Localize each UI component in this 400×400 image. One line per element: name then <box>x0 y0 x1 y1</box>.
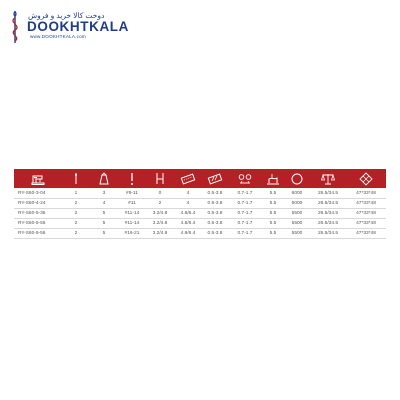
stitch-length-icon <box>180 172 196 186</box>
cell-speed: 6000 <box>284 188 310 199</box>
cell-overedge-width: 4 <box>174 199 202 209</box>
table-row <box>14 229 386 239</box>
cell-speed: 6000 <box>284 199 310 209</box>
spec-table <box>14 169 386 239</box>
cell-stitch-length: 0.5-3.8 <box>202 209 228 219</box>
header-cell-differential <box>228 169 262 188</box>
header-cell-overedge-width <box>174 169 202 188</box>
cell-weight: 26.5/34.5 <box>310 199 346 209</box>
cell-model: RY-S60-4-24 <box>14 199 62 209</box>
single-needle-icon <box>68 172 84 186</box>
brand-url[interactable]: www.DOOKHTKALA.com <box>30 34 86 39</box>
cell-weight: 26.5/34.5 <box>310 188 346 199</box>
header-cell-package <box>346 169 386 188</box>
cell-stitch-length: 0.5-3.8 <box>202 229 228 239</box>
cell-overedge-width: 4.8/6.4 <box>174 219 202 229</box>
cell-needle-distance: 3.2/4.8 <box>146 209 174 219</box>
double-needle-icon <box>152 172 168 186</box>
header-cell-needle-size <box>118 169 146 188</box>
cell-threads: 5 <box>90 219 118 229</box>
cell-foot-lift: 5.5 <box>262 229 284 239</box>
spec-table-header <box>14 169 386 188</box>
header-cell-needle-distance <box>146 169 174 188</box>
cell-threads: 4 <box>90 199 118 209</box>
cell-package: 47*33*48 <box>346 188 386 199</box>
sewing-machine-icon <box>30 172 46 186</box>
cell-stitch-length: 0.5-3.8 <box>202 188 228 199</box>
table-row <box>14 188 386 199</box>
cell-needles: 2 <box>62 219 90 229</box>
cell-needles: 1 <box>62 188 90 199</box>
cell-threads: 5 <box>90 229 118 239</box>
brand-name: DOOKHTKALA <box>27 19 129 34</box>
cell-weight: 26.5/34.5 <box>310 209 346 219</box>
table-row <box>14 219 386 229</box>
cell-differential: 0.7-1.7 <box>228 188 262 199</box>
table-row <box>14 199 386 209</box>
foot-lift-icon <box>265 172 281 186</box>
cell-needle-size: #11-14 <box>118 219 146 229</box>
header-cell-speed <box>284 169 310 188</box>
cell-stitch-length: 0.5-3.8 <box>202 199 228 209</box>
cell-package: 47*33*48 <box>346 209 386 219</box>
cell-needles: 2 <box>62 229 90 239</box>
header-cell-weight <box>310 169 346 188</box>
cell-package: 47*33*48 <box>346 229 386 239</box>
cell-model: RY-S60-3-04 <box>14 188 62 199</box>
header-cell-stitch-length <box>202 169 228 188</box>
cell-overedge-width: 4.8/6.4 <box>174 209 202 219</box>
cell-threads: 3 <box>90 188 118 199</box>
cell-needle-size: #9-11 <box>118 188 146 199</box>
cell-weight: 26.5/34.5 <box>310 219 346 229</box>
cell-threads: 5 <box>90 209 118 219</box>
cell-speed: 5500 <box>284 229 310 239</box>
header-cell-needles <box>62 169 90 188</box>
cell-needle-distance: 2 <box>146 199 174 209</box>
cell-needles: 2 <box>62 209 90 219</box>
cell-stitch-length: 0.5-3.8 <box>202 219 228 229</box>
stitch-length-alt-icon <box>207 172 223 186</box>
cell-needle-size: #16-21 <box>118 229 146 239</box>
header-cell-foot-lift <box>262 169 284 188</box>
cell-needles: 2 <box>62 199 90 209</box>
cell-package: 47*33*48 <box>346 219 386 229</box>
cell-weight: 26.5/34.5 <box>310 229 346 239</box>
speed-circle-icon <box>289 172 305 186</box>
cell-overedge-width: 4 <box>174 188 202 199</box>
cell-model: RY-S60-5-55 <box>14 219 62 229</box>
cell-needle-distance: 3.2/4.8 <box>146 219 174 229</box>
cell-speed: 5500 <box>284 219 310 229</box>
table-row <box>14 209 386 219</box>
cell-foot-lift: 5.5 <box>262 199 284 209</box>
cell-needle-size: #11-14 <box>118 209 146 219</box>
scale-weight-icon <box>320 172 336 186</box>
cell-package: 47*33*48 <box>346 199 386 209</box>
cell-speed: 5500 <box>284 209 310 219</box>
cell-differential: 0.7-1.7 <box>228 219 262 229</box>
cell-foot-lift: 5.5 <box>262 188 284 199</box>
presser-foot-icon <box>96 172 112 186</box>
cell-differential: 0.7-1.7 <box>228 209 262 219</box>
cell-differential: 0.7-1.7 <box>228 199 262 209</box>
cell-foot-lift: 5.5 <box>262 209 284 219</box>
cell-foot-lift: 5.5 <box>262 219 284 229</box>
needle-thread-logo-icon <box>6 10 24 44</box>
cell-needle-distance: 3.2/4.8 <box>146 229 174 239</box>
cell-overedge-width: 4.8/6.4 <box>174 229 202 239</box>
cell-needle-distance: 0 <box>146 188 174 199</box>
cell-model: RY-S60-5-56 <box>14 229 62 239</box>
brand-persian-name: دوخت کالا خرید و فروش <box>28 11 105 20</box>
bobbin-icon <box>237 172 253 186</box>
needle-gauge-icon <box>124 172 140 186</box>
header-cell-model <box>14 169 62 188</box>
cell-model: RY-S60-5-35 <box>14 209 62 219</box>
header-cell-threads <box>90 169 118 188</box>
cell-needle-size: #11 <box>118 199 146 209</box>
brand-logo[interactable] <box>6 10 129 44</box>
cell-differential: 0.7-1.7 <box>228 229 262 239</box>
package-size-icon <box>358 172 374 186</box>
